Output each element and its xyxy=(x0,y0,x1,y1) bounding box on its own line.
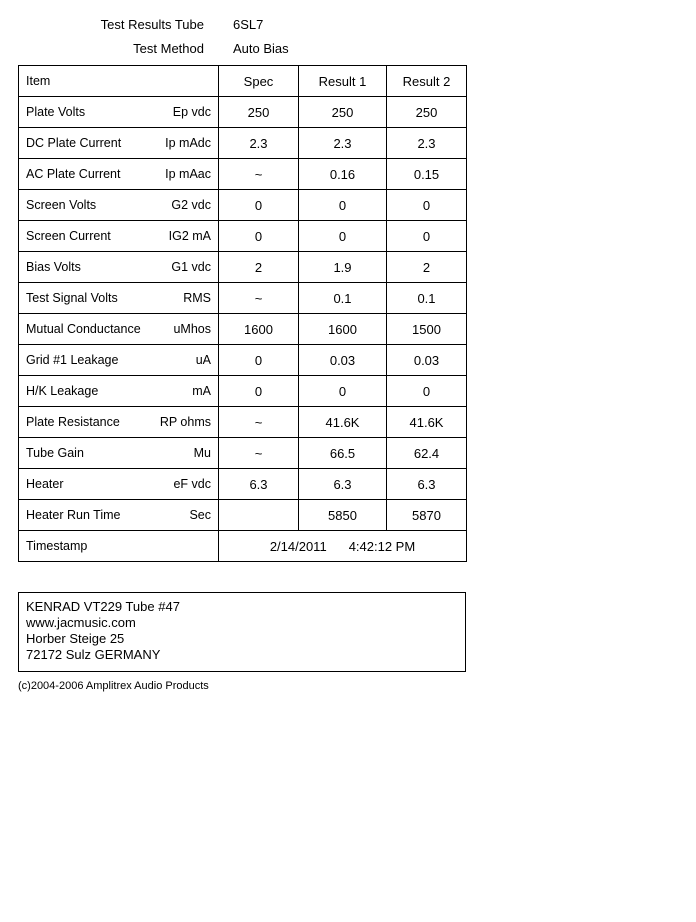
table-row xyxy=(19,345,467,376)
row-name: Plate Volts xyxy=(26,105,86,119)
method-value: Auto Bias xyxy=(233,41,289,56)
row-name: Heater Run Time xyxy=(26,508,121,522)
row-item-cell xyxy=(19,345,219,376)
header-spec: Spec xyxy=(219,66,299,97)
timestamp-date: 2/14/2011 xyxy=(269,538,327,554)
row-result1-cell: 1600 xyxy=(299,314,387,345)
row-spec-cell: 0 xyxy=(219,221,299,252)
row-item-cell xyxy=(19,190,219,221)
table-row xyxy=(19,252,467,283)
table-row xyxy=(19,221,467,252)
row-result2-cell: 5870 xyxy=(387,500,467,531)
row-result1-cell: 250 xyxy=(299,97,387,128)
row-unit: mA xyxy=(192,384,211,398)
row-result1-cell: 0 xyxy=(299,376,387,407)
row-name: Screen Current xyxy=(26,229,111,243)
row-name: Grid #1 Leakage xyxy=(26,353,119,367)
tube-value: 6SL7 xyxy=(233,17,264,32)
row-item-cell xyxy=(19,221,219,252)
row-item-cell xyxy=(19,97,219,128)
row-unit: Mu xyxy=(193,446,211,460)
row-unit: eF vdc xyxy=(173,477,211,491)
row-spec-cell: ~ xyxy=(219,159,299,190)
timestamp-time: 4:42:12 PM xyxy=(348,538,416,554)
table-row xyxy=(19,376,467,407)
info-line-street: Horber Steige 25 xyxy=(26,631,125,646)
row-result2-cell: 41.6K xyxy=(387,407,467,438)
row-unit: uA xyxy=(195,353,211,367)
row-result1-cell: 0.1 xyxy=(299,283,387,314)
row-spec-cell: 250 xyxy=(219,97,299,128)
row-item-cell xyxy=(19,407,219,438)
table-header-row xyxy=(19,66,467,97)
row-name: DC Plate Current xyxy=(26,136,122,150)
row-spec-cell: ~ xyxy=(219,438,299,469)
row-result1-cell: 5850 xyxy=(299,500,387,531)
row-result1-cell: 6.3 xyxy=(299,469,387,500)
row-item-cell xyxy=(19,500,219,531)
table-row xyxy=(19,190,467,221)
row-result2-cell: 6.3 xyxy=(387,469,467,500)
row-name: Mutual Conductance xyxy=(26,322,141,336)
row-spec-cell: 2 xyxy=(219,252,299,283)
table-row xyxy=(19,159,467,190)
row-spec-cell: 1600 xyxy=(219,314,299,345)
row-name: Plate Resistance xyxy=(26,415,120,429)
row-result1-cell: 0.16 xyxy=(299,159,387,190)
row-result2-cell: 0.1 xyxy=(387,283,467,314)
row-name: Test Signal Volts xyxy=(26,291,118,305)
row-unit: G2 vdc xyxy=(171,198,211,212)
row-item-cell xyxy=(19,469,219,500)
row-name: AC Plate Current xyxy=(26,167,121,181)
table-row xyxy=(19,469,467,500)
row-spec-cell: 6.3 xyxy=(219,469,299,500)
row-spec-cell: 2.3 xyxy=(219,128,299,159)
row-unit: Ip mAac xyxy=(165,167,211,181)
table-row xyxy=(19,500,467,531)
table-row xyxy=(19,283,467,314)
tube-label: Test Results Tube xyxy=(100,17,204,32)
row-result1-cell: 0.03 xyxy=(299,345,387,376)
row-name: Heater xyxy=(26,477,64,491)
table-row xyxy=(19,407,467,438)
row-spec-cell: ~ xyxy=(219,283,299,314)
table-row xyxy=(19,97,467,128)
row-item-cell xyxy=(19,438,219,469)
method-label: Test Method xyxy=(133,41,204,56)
row-name: Bias Volts xyxy=(26,260,81,274)
info-line-city: 72172 Sulz GERMANY xyxy=(26,647,161,662)
row-result2-cell: 0.03 xyxy=(387,345,467,376)
table-row xyxy=(19,128,467,159)
row-item-cell xyxy=(19,128,219,159)
header-result1: Result 1 xyxy=(299,66,387,97)
row-result2-cell: 1500 xyxy=(387,314,467,345)
row-unit: RP ohms xyxy=(159,415,211,429)
info-line-title: KENRAD VT229 Tube #47 xyxy=(26,599,180,614)
row-result1-cell: 1.9 xyxy=(299,252,387,283)
row-unit: Sec xyxy=(189,508,211,522)
timestamp-label-cell xyxy=(19,531,219,562)
info-line-website: www.jacmusic.com xyxy=(26,615,136,630)
row-result1-cell: 2.3 xyxy=(299,128,387,159)
row-result1-cell: 0 xyxy=(299,221,387,252)
row-result2-cell: 250 xyxy=(387,97,467,128)
row-result2-cell: 2.3 xyxy=(387,128,467,159)
row-item-cell xyxy=(19,252,219,283)
row-item-cell xyxy=(19,159,219,190)
row-name: H/K Leakage xyxy=(26,384,99,398)
copyright: (c)2004-2006 Amplitrex Audio Products xyxy=(18,680,209,692)
table-row xyxy=(19,438,467,469)
row-unit: RMS xyxy=(183,291,211,305)
row-spec-cell: ~ xyxy=(219,407,299,438)
row-result2-cell: 0 xyxy=(387,190,467,221)
row-result2-cell: 0.15 xyxy=(387,159,467,190)
table-row xyxy=(19,314,467,345)
row-spec-cell: 0 xyxy=(219,190,299,221)
row-item-cell xyxy=(19,314,219,345)
row-spec-cell: 0 xyxy=(219,376,299,407)
row-unit: G1 vdc xyxy=(171,260,211,274)
timestamp-value-cell xyxy=(219,531,467,562)
row-item-cell xyxy=(19,283,219,314)
info-box xyxy=(18,592,466,672)
row-result1-cell: 66.5 xyxy=(299,438,387,469)
row-unit: Ep vdc xyxy=(172,105,211,119)
row-unit: IG2 mA xyxy=(168,229,211,243)
header-result2: Result 2 xyxy=(387,66,467,97)
row-unit: uMhos xyxy=(173,322,211,336)
row-result2-cell: 0 xyxy=(387,221,467,252)
timestamp-row xyxy=(19,531,467,562)
row-result1-cell: 0 xyxy=(299,190,387,221)
results-table xyxy=(18,65,467,562)
row-unit: Ip mAdc xyxy=(165,136,211,150)
row-result1-cell: 41.6K xyxy=(299,407,387,438)
row-spec-cell: 0 xyxy=(219,345,299,376)
row-result2-cell: 62.4 xyxy=(387,438,467,469)
row-result2-cell: 0 xyxy=(387,376,467,407)
row-spec-cell xyxy=(219,500,299,531)
row-name: Screen Volts xyxy=(26,198,97,212)
row-name: Tube Gain xyxy=(26,446,84,460)
row-result2-cell: 2 xyxy=(387,252,467,283)
header-item: Item xyxy=(19,66,219,97)
row-item-cell xyxy=(19,376,219,407)
timestamp-label: Timestamp xyxy=(26,539,88,553)
